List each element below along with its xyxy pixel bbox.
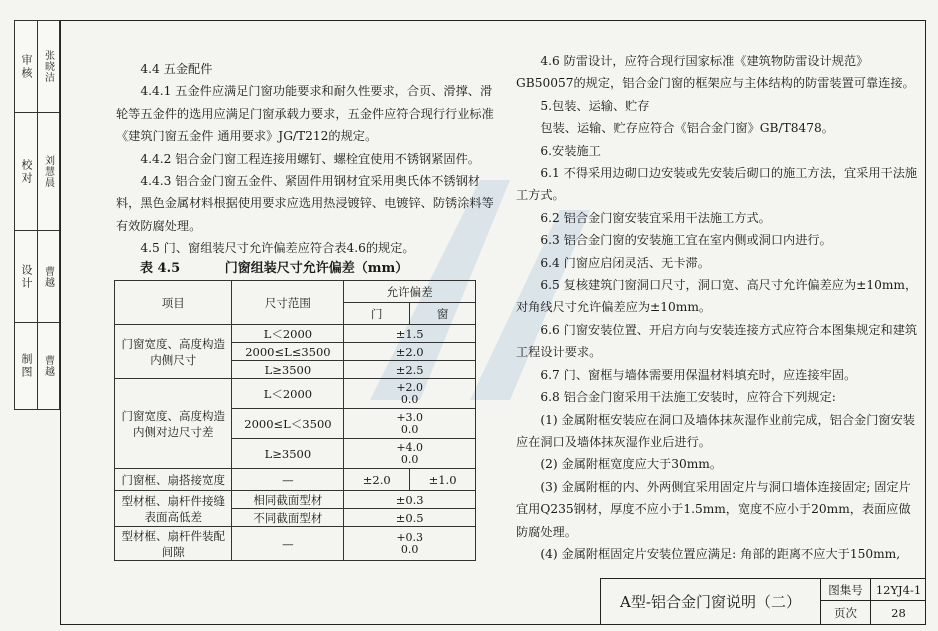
right-column — [516, 50, 918, 565]
page-label: 页次 — [821, 601, 871, 624]
header-deviation: 允许偏差 — [344, 281, 476, 303]
paragraph: 4.4.2 铝合金门窗工程连接用螺钉、螺栓宜使用不锈钢紧固件。 — [140, 151, 480, 166]
table-caption — [140, 257, 408, 276]
sidebar-role: 审核 — [15, 21, 38, 112]
row-item: 型材框、扇杆件装配间隙 — [115, 527, 232, 561]
row-value: ±1.5 — [344, 325, 476, 343]
title-block — [600, 578, 926, 625]
value-upper: +2.0 — [396, 380, 424, 394]
row-range: L＜2000 — [232, 379, 344, 409]
row-value-window: ±1.0 — [410, 469, 476, 491]
section-heading: 5.包装、运输、贮存 — [540, 98, 650, 113]
row-value-door: ±2.0 — [344, 469, 410, 491]
paragraph: 6.8 铝合金门窗采用干法施工安装时，应符合下列规定: — [540, 390, 836, 405]
row-range: L≥3500 — [232, 439, 344, 469]
sidebar-role: 校对 — [15, 113, 38, 230]
paragraph: 4.5 门、窗组装尺寸允许偏差应符合表4.6的规定。 — [140, 241, 415, 256]
row-range: 不同截面型材 — [232, 509, 344, 527]
row-range: — — [232, 527, 344, 561]
header-door: 门 — [344, 303, 410, 325]
sidebar-signature: 曹越 — [42, 355, 54, 377]
sidebar-role: 制图 — [15, 323, 38, 409]
paragraph: 6.5 复核建筑门窗洞口尺寸，洞口宽、高尺寸允许偏差应为±10mm，对角线尺寸允许偏差应为±10mm。 — [516, 278, 918, 315]
value-upper: +0.3 — [396, 530, 424, 544]
atlas-number: 12YJ4-1 — [871, 579, 926, 601]
paragraph: 6.1 不得采用边砌口边安装或先安装后砌口的施工方法，宜采用干法施工方式。 — [516, 166, 918, 203]
row-range: 2000≤L≤3500 — [232, 343, 344, 361]
tolerance-table — [114, 280, 476, 561]
paragraph: 包装、运输、贮存应符合《铝合金门窗》GB/T8478。 — [540, 121, 834, 136]
sidebar-row-drafting — [15, 323, 59, 409]
sidebar-row-review — [15, 21, 59, 113]
paragraph: 6.4 门窗应启闭灵活、无卡滞。 — [540, 255, 710, 270]
paragraph: (2) 金属附框宽度应大于30mm。 — [540, 457, 723, 472]
row-item: 门窗宽度、高度构造内侧对边尺寸差 — [115, 379, 232, 469]
value-upper: +4.0 — [396, 440, 424, 454]
sidebar-signature: 刘慧晨 — [42, 155, 54, 188]
paragraph: (1) 金属附框安装应在洞口及墙体抹灰湿作业前完成，铝合金门窗安装应在洞口及墙体抹灰湿作业后进行。 — [516, 412, 915, 449]
section-heading: 6.安装施工 — [540, 143, 601, 158]
paragraph: 6.3 铝合金门窗的安装施工宜在室内侧或洞口内进行。 — [540, 233, 832, 248]
paragraph: 4.4.1 五金件应满足门窗功能要求和耐久性要求，合页、滑撑、滑轮等五金件的选用应满足门窗承载力要求，五金件应符合现行行业标准《建筑门窗五金件 通用要求》JG/T212的规定。 — [116, 84, 494, 144]
paragraph: 6.2 铝合金门窗安装宜采用干法施工方式。 — [540, 210, 771, 225]
header-item: 项目 — [115, 281, 232, 325]
row-value — [344, 379, 476, 409]
row-range: L≥3500 — [232, 361, 344, 379]
value-upper: +3.0 — [396, 410, 424, 424]
value-lower: 0.0 — [400, 392, 419, 406]
paragraph: (3) 金属附框的内、外两侧宜采用固定片与洞口墙体连接固定; 固定片宜用Q235钢材，厚度不应小于1.5mm，宽度不应小于20mm，表面应做防腐处理。 — [516, 479, 911, 539]
header-range: 尺寸范围 — [232, 281, 344, 325]
row-item: 门窗框、扇搭接宽度 — [115, 469, 232, 491]
atlas-label: 图集号 — [821, 579, 871, 601]
row-item: 型材框、扇杆件接缝表面高低差 — [115, 491, 232, 527]
row-range: — — [232, 469, 344, 491]
paragraph: 4.6 防雷设计，应符合现行国家标准《建筑物防雷设计规范》GB50057的规定，铝合金门窗的框架应与主体结构的防雷装置可靠连接。 — [516, 54, 915, 91]
value-lower: 0.0 — [400, 542, 419, 556]
value-lower: 0.0 — [400, 422, 419, 436]
paragraph: 6.6 门窗安装位置、开启方向与安装连接方式应符合本图集规定和建筑工程设计要求。 — [516, 322, 918, 360]
paragraph: 4.4.3 铝合金门窗五金件、紧固件用钢材宜采用奥氏体不锈钢材料，黑色金属材料根据使用要求应选用热浸镀锌、电镀锌、防锈涂料等有效防腐处理。 — [116, 174, 494, 233]
row-value: ±0.5 — [344, 509, 476, 527]
row-value — [344, 527, 476, 561]
sidebar-row-proofread — [15, 113, 59, 231]
row-range: 2000≤L＜3500 — [232, 409, 344, 439]
value-lower: 0.0 — [400, 452, 419, 466]
row-value: ±2.5 — [344, 361, 476, 379]
section-heading: 4.4 五金配件 — [140, 62, 213, 76]
approval-sidebar — [14, 20, 60, 410]
sidebar-signature: 曹越 — [42, 265, 54, 288]
row-value: ±0.3 — [344, 491, 476, 509]
drawing-title: A型-铝合金门窗说明（二） — [601, 579, 821, 624]
row-value: ±2.0 — [344, 343, 476, 361]
row-value — [344, 439, 476, 469]
row-value — [344, 409, 476, 439]
row-range: 相同截面型材 — [232, 491, 344, 509]
sidebar-role: 设计 — [15, 231, 38, 322]
table-label: 表 4.5 — [140, 261, 181, 276]
row-item: 门窗宽度、高度构造内侧尺寸 — [115, 325, 232, 379]
paragraph: (4) 金属附框固定片安装位置应满足: 角部的距离不应大于150mm, — [540, 546, 901, 561]
row-range: L＜2000 — [232, 325, 344, 343]
paragraph: 6.7 门、窗框与墙体需要用保温材料填充时，应连接牢固。 — [540, 367, 857, 382]
table-title: 门窗组装尺寸允许偏差（mm） — [224, 261, 409, 276]
sidebar-signature: 张晓洁 — [42, 50, 54, 83]
header-window: 窗 — [410, 303, 476, 325]
page-number: 28 — [891, 605, 906, 620]
sidebar-row-design — [15, 231, 59, 323]
left-column — [116, 58, 502, 260]
